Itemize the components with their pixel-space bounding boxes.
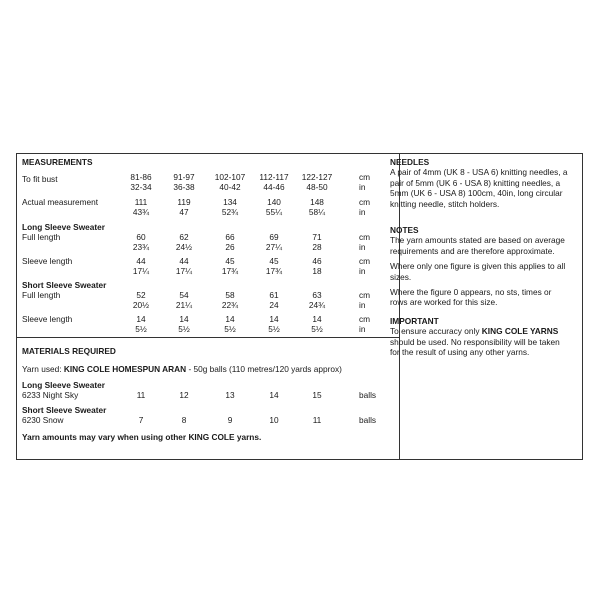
garment-heading: Long Sleeve Sweater [22,222,106,232]
yarn-used-line [22,364,342,374]
measurement-value: 14 [225,314,235,324]
important-brand: KING COLE YARNS [481,326,559,337]
unit-label: cm [359,290,371,300]
important-suffix: should be used. No responsibility will be taken for the result of using any other yarns. [390,336,560,358]
unit-label: in [359,182,366,192]
unit-label: in [359,324,366,334]
measurement-value: 17¼ [175,266,193,276]
notes-paragraph: Where the figure 0 appears, no sts, times or rows are worked for this size. [390,287,552,308]
measurement-label: Sleeve length [22,256,73,266]
ball-count: 7 [138,415,144,425]
measurement-value: 54 [179,290,189,300]
measurement-value: 24½ [175,242,193,252]
measurement-value: 14 [269,314,279,324]
measurement-value: 27¼ [265,242,283,252]
measurement-value: 62 [179,232,189,242]
ball-count: 10 [269,415,279,425]
notes-title: NOTES [390,225,419,235]
unit-label: in [359,300,366,310]
unit-label: cm [359,232,371,242]
measurement-value: 119 [177,197,191,207]
measurement-value: 17¾ [265,266,283,276]
measurement-value: 122-127 [301,172,333,182]
measurement-value: 44-46 [263,182,285,192]
measurement-value: 23¾ [132,242,150,252]
ball-count: 11 [136,390,146,400]
measurement-value: 21¼ [175,300,193,310]
yarn-name: KING COLE HOMESPUN ARAN [63,364,187,374]
ball-count: 15 [312,390,322,400]
measurement-value: 17¼ [132,266,150,276]
measurement-value: 5½ [224,324,236,334]
measurements-title: MEASUREMENTS [22,157,93,167]
materials-footer: Yarn amounts may vary when using other KING COLE yarns. [22,432,262,442]
measurement-value: 32-34 [130,182,152,192]
ball-count: 12 [179,390,189,400]
measurement-value: 52¾ [221,207,239,217]
measurement-value: 112-117 [259,172,289,182]
unit-label: in [359,207,366,217]
measurement-value: 22¾ [221,300,239,310]
measurement-value: 148 [310,197,324,207]
measurement-value: 66 [225,232,235,242]
measurement-value: 140 [267,197,281,207]
measurement-value: 14 [312,314,322,324]
measurement-value: 24 [269,300,279,310]
section-divider [17,337,399,338]
important-title: IMPORTANT [390,316,439,326]
balls-unit: balls [359,390,377,400]
measurement-value: 5½ [178,324,190,334]
unit-label: cm [359,172,371,182]
unit-label: in [359,242,366,252]
balls-unit: balls [359,415,377,425]
measurement-value: 17¾ [221,266,239,276]
ball-count: 9 [227,415,233,425]
measurement-value: 45 [269,256,279,266]
measurement-value: 36-38 [173,182,195,192]
measurement-value: 71 [312,232,322,242]
notes-paragraph: Where only one figure is given this applies to all sizes. [390,261,566,282]
measurement-value: 26 [225,242,235,252]
ball-count: 14 [269,390,279,400]
measurement-value: 44 [136,256,146,266]
measurement-value: 58¼ [308,207,326,217]
measurement-value: 48-50 [306,182,328,192]
yarn-suffix: - 50g balls (110 metres/120 yards approx) [186,364,342,374]
unit-label: cm [359,256,371,266]
unit-label: cm [359,197,371,207]
measurement-value: 47 [179,207,189,217]
needles-text: A pair of 4mm (UK 8 - USA 6) knitting needles, a pair of 5mm (UK 6 - USA 8) knitting needles, a 5mm (UK 6 - USA 8) 100cm, 40in, long circular knitting needle, stitch holders. [390,167,568,209]
important-section [390,316,570,358]
needles-title: NEEDLES [390,157,430,167]
unit-label: cm [359,314,371,324]
measurement-value: 81-86 [130,172,152,182]
yarn-prefix: Yarn used: [22,364,64,374]
notes-paragraph: The yarn amounts stated are based on average requirements and are therefore approximate. [390,235,565,256]
garment-heading: Short Sleeve Sweater [22,280,107,290]
important-prefix: To ensure accuracy only [390,326,482,337]
measurement-label: To fit bust [22,174,58,184]
measurement-value: 91-97 [173,172,195,182]
measurement-value: 60 [136,232,146,242]
measurement-value: 58 [225,290,235,300]
measurement-value: 20½ [132,300,150,310]
measurement-value: 5½ [135,324,147,334]
measurement-value: 5½ [311,324,323,334]
measurement-value: 45 [225,256,235,266]
notes-section [390,225,570,308]
important-text [390,326,570,357]
unit-label: in [359,266,366,276]
garment-heading: Long Sleeve Sweater [22,380,106,390]
measurement-value: 102-107 [214,172,246,182]
materials-title: MATERIALS REQUIRED [22,346,116,356]
measurement-value: 69 [269,232,279,242]
measurement-value: 24¾ [308,300,326,310]
ball-count: 13 [225,390,235,400]
measurement-value: 111 [134,197,148,207]
needles-section [390,157,570,209]
measurement-value: 52 [136,290,146,300]
ball-count: 11 [312,415,322,425]
measurement-value: 28 [312,242,322,252]
measurement-value: 44 [179,256,189,266]
measurement-value: 55¼ [265,207,283,217]
garment-heading: Short Sleeve Sweater [22,405,107,415]
shade-label: 6230 Snow [22,415,64,425]
measurement-label: Sleeve length [22,314,73,324]
measurement-value: 134 [223,197,237,207]
measurement-label: Full length [22,290,61,300]
shade-label: 6233 Night Sky [22,390,79,400]
measurement-value: 43¾ [132,207,150,217]
measurement-value: 40-42 [219,182,241,192]
measurement-value: 63 [312,290,322,300]
measurement-value: 61 [269,290,279,300]
measurement-value: 46 [312,256,322,266]
ball-count: 8 [181,415,187,425]
measurement-value: 18 [312,266,322,276]
measurement-value: 14 [179,314,189,324]
measurement-value: 14 [136,314,146,324]
measurement-value: 5½ [268,324,280,334]
measurement-label: Full length [22,232,61,242]
measurement-label: Actual measurement [22,197,99,207]
